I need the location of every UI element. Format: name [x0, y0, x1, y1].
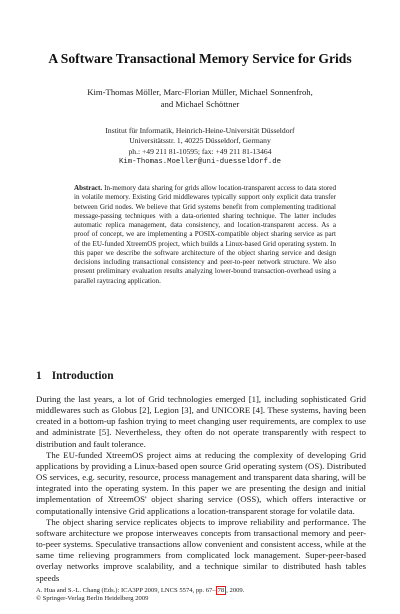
paper-title: A Software Transactional Memory Service for Grids: [48, 51, 352, 66]
section-heading: [36, 369, 114, 383]
citation-line: [36, 586, 376, 595]
authors-line-1: Kim-Thomas Möller, Marc-Florian Müller, Michael Sonnenfroh,: [87, 87, 313, 97]
authors-line-2: and Michael Schöttner: [160, 99, 240, 109]
affiliation-block: [0, 126, 400, 167]
author-list: [0, 86, 400, 110]
page-number-highlight: 78: [217, 587, 225, 594]
section-number: 1: [36, 370, 42, 382]
section-title: Introduction: [51, 370, 114, 382]
copyright-line: © Springer-Verlag Berlin Heidelberg 2009: [36, 595, 149, 603]
abstract-label: Abstract.: [74, 184, 103, 192]
affiliation-email: Kim-Thomas.Moeller@uni-duesseldorf.de: [118, 157, 282, 166]
affiliation-phone-fax: ph.: +49 211 81-10595; fax: +49 211 81-13464: [128, 146, 272, 156]
affiliation-institute: Institut für Informatik, Heinrich-Heine-Universität Düsseldorf: [105, 126, 295, 135]
citation-text: A. Hua and S.-L. Chang (Eds.): ICA3PP 2009, LNCS 5574, pp. 67–: [36, 587, 216, 594]
body-paragraph: The object sharing service replicates objects to improve reliability and performance. The software architecture we propose interweaves concepts from transactional memory and peer-to-peer systems. Speculative transactions allow convenient and consistent access, while at the same time relieving programmers from complicated lock management. Super-peer-based overlay networks improve scalability, and a technique similar to distributed hash tables speeds: [36, 516, 366, 583]
affiliation-address: Universitätsstr. 1, 40225 Düsseldorf, Germany: [129, 136, 271, 146]
body-paragraph: The EU-funded XtreemOS project aims at reducing the complexity of developing Grid applications by providing a Linux-based open source Grid operating system (OS). Distributed OS services, e.g. security, resource, process management and transparent data sharing, will be integrated into the operating system. In this paper we are presenting the design and initial implementation of XtreemOS' object sharing service (OSS), which offers interactive or computationally intensive Grid applications a location-transparent storage for volatile data.: [36, 449, 366, 516]
abstract-text: In-memory data sharing for grids allow location-transparent access to data stored in volatile memory. Existing Grid middlewares typically support only explicit data transfer between Grid nodes. We believe that Grid systems benefit from complementing traditional message-passing techniques with a data-oriented sharing technique. The latter includes automatic replica management, data consistency, and location-transparent access. As a proof of concept, we are implementing a POSIX-compatible object sharing service as part of the EU-funded XtreemOS project, which builds a Linux-based Grid operating system. In this paper we describe the software architecture of the object sharing service and design decisions including transactional consistency and peer-to-peer network structure. We also present preliminary evaluation results analyzing lower-bound transaction-overhead using a parallel raytracing application.: [74, 184, 336, 285]
citation-year: , 2009.: [226, 587, 245, 594]
body-paragraph: During the last years, a lot of Grid technologies emerged [1], including sophisticated Grid middlewares such as Globus [2], Legion [3], and UNICORE [4]. These systems, having been created in a bottom-up fashion trying to meet changing user requirements, are complex to use and administrate [5]. Nevertheless, they often do not operate transparently with respect to distribution and fault tolerance.: [36, 394, 366, 449]
body-text: [36, 394, 366, 584]
abstract: [74, 184, 336, 286]
page-footer: [36, 586, 376, 604]
